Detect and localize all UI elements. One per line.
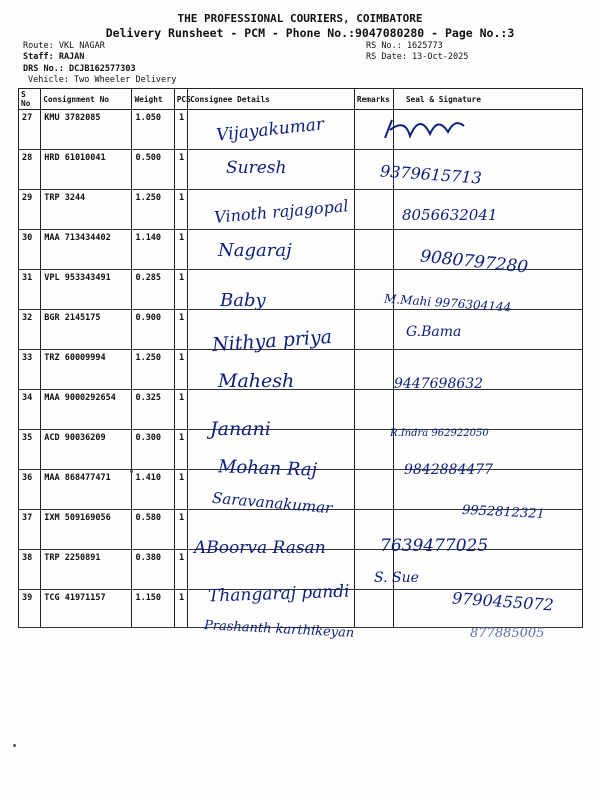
cell-pcs: 1 [174,230,187,270]
header-pcs: PCS [174,89,187,110]
cell-sno: 28 [19,150,41,190]
cell-consignment: MAA 868477471 [41,470,132,510]
cell-pcs: 1 [174,350,187,390]
handwritten-seal: G.Bama [406,324,462,340]
cell-consignment: IXM 509169056 [41,510,132,550]
handwritten-seal: 9790455072 [451,588,555,615]
cell-consignment: MAA 9000292654 [41,390,132,430]
handwritten-seal: R.Indra 962922050 [390,428,489,439]
handwritten-name: Mahesh [218,370,295,392]
cell-consignment: ACD 90036209 [41,430,132,470]
handwritten-name: Nagaraj [218,240,292,261]
cell-weight: 0.900 [132,310,174,350]
cell-pcs: 1 [174,270,187,310]
cell-consignment: MAA 713434402 [41,230,132,270]
handwritten-seal: 9447698632 [394,376,484,392]
table-row [19,150,583,190]
cell-pcs: 1 [174,590,187,628]
cell-pcs: 1 [174,390,187,430]
cell-weight: 0.300 [132,430,174,470]
header-consignment: Consignment No [41,89,132,110]
cell-pcs: 1 [174,470,187,510]
cell-consignment: TCG 41971157 [41,590,132,628]
cell-remarks [354,390,393,430]
cell-consignment: KMU 3782085 [41,110,132,150]
cell-sno: 32 [19,310,41,350]
handwritten-name: Prashanth karthikeyan [203,618,355,641]
handwritten-name: Janani [210,418,271,440]
cell-weight: 1.050 [132,110,174,150]
header-seal: Seal & Signature [393,89,582,110]
cell-pcs: 1 [174,510,187,550]
table-header-row [19,89,583,110]
handwritten-seal: M.Mahi 9976304144 [383,291,512,315]
cell-seal [393,390,582,430]
vehicle-label: Vehicle: Two Wheeler Delivery [28,75,177,85]
cell-sno: 37 [19,510,41,550]
handwritten-name: Mohan Raj [217,456,318,481]
cell-pcs: 1 [174,190,187,230]
cell-consignment: TRP 2250891 [41,550,132,590]
cell-weight: 1.250 [132,350,174,390]
handwritten-seal: 8056632041 [402,206,498,224]
cell-weight: 0.500 [132,150,174,190]
cell-sno: 36 [19,470,41,510]
cell-weight: 0.285 [132,270,174,310]
cell-consignee [188,270,355,310]
cell-consignment: VPL 953343491 [41,270,132,310]
header-consignee: Consignee Details [188,89,355,110]
cell-sno: 34 [19,390,41,430]
cell-remarks [354,230,393,270]
cell-consignment: HRD 61010041 [41,150,132,190]
cell-pcs: 1 [174,550,187,590]
cell-sno: 31 [19,270,41,310]
rs-date: RS Date: 13-Oct-2025 [366,52,469,62]
cell-consignment: BGR 2145175 [41,310,132,350]
cell-remarks [354,310,393,350]
staff-label: Staff: RAJAN [23,52,85,62]
header-sno: S No [19,89,41,110]
route-label: Route: VKL NAGAR [23,41,105,51]
cell-weight: 0.580 [132,510,174,550]
cell-sno: 29 [19,190,41,230]
handwritten-seal: S. Sue [374,570,419,586]
handwritten-seal: 9952812321 [461,502,546,523]
signature-scribble [380,108,470,148]
rs-number: RS No.: 1625773 [366,41,443,51]
cell-consignment: TRP 3244 [41,190,132,230]
cell-consignment: TRZ 60009994 [41,350,132,390]
cell-weight: 1.250 [132,190,174,230]
cell-sno: 35 [19,430,41,470]
handwritten-name: Baby [220,290,266,311]
drs-number: DRS No.: DCJB162577303 [23,64,136,74]
cell-remarks [354,190,393,230]
handwritten-seal: 9842884477 [404,462,494,478]
handwritten-name: Nithya priya [211,325,333,357]
stray-mark [13,744,16,747]
cell-remarks [354,430,393,470]
handwritten-seal: 7639477025 [380,536,489,556]
table-row [19,390,583,430]
cell-weight: 1.410 [132,470,174,510]
handwritten-name: ABoorva Rasan [194,538,326,558]
cell-sno: 27 [19,110,41,150]
cell-sno: 39 [19,590,41,628]
cell-remarks [354,590,393,628]
header-weight: Weight [132,89,174,110]
cell-pcs: 1 [174,310,187,350]
company-title: THE PROFESSIONAL COURIERS, COIMBATORE [177,12,423,25]
table-row [19,350,583,390]
cell-remarks [354,350,393,390]
runsheet-title: Delivery Runsheet - PCM - Phone No.:9047080280 - Page No.:3 [105,26,515,40]
cell-pcs: 1 [174,110,187,150]
header-remarks: Remarks [354,89,393,110]
handwritten-seal: 9379615713 [379,161,483,188]
cell-weight: 1.140 [132,230,174,270]
handwritten-name: Vinoth rajagopal [213,196,350,227]
handwritten-seal: 9080797280 [419,246,529,278]
cell-pcs: 1 [174,430,187,470]
cell-weight: 1.150 [132,590,174,628]
handwritten-name: Vijayakumar [215,114,325,146]
cell-sno: 33 [19,350,41,390]
cell-pcs: 1 [174,150,187,190]
cell-weight: 0.325 [132,390,174,430]
cell-sno: 30 [19,230,41,270]
stray-mark [130,470,133,473]
cell-weight: 0.380 [132,550,174,590]
handwritten-name: Suresh [226,158,287,178]
cell-remarks [354,470,393,510]
handwritten-seal: 877885005 [470,626,545,641]
cell-sno: 38 [19,550,41,590]
handwritten-name: Saravanakumar [211,488,334,518]
handwritten-name: Thangaraj pandi [207,581,350,607]
